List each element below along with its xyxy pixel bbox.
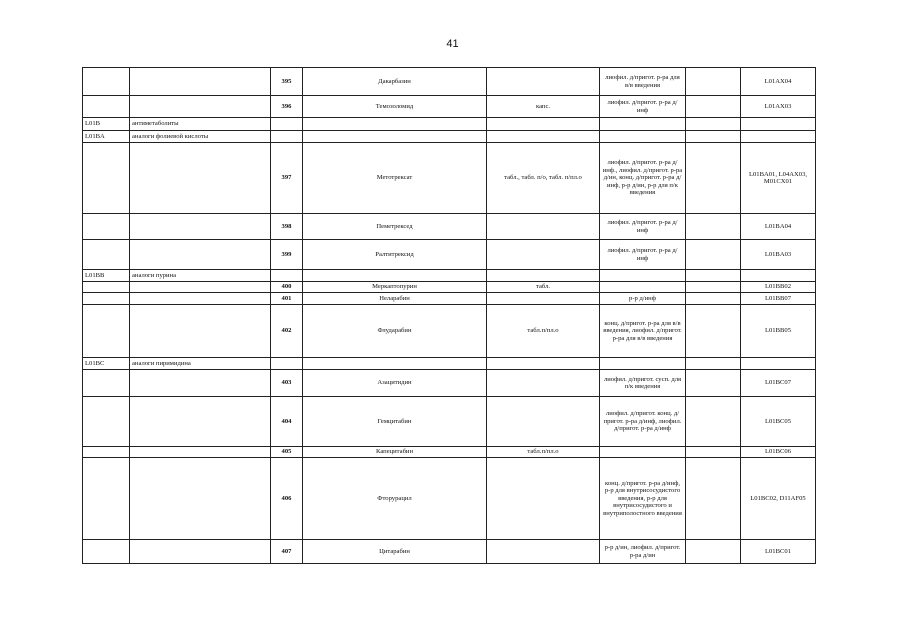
- parenteral-form-cell: [600, 447, 686, 458]
- other-form-cell: [686, 397, 741, 447]
- table-row: [83, 293, 816, 305]
- atc-code-cell: [741, 358, 816, 370]
- atc-code-cell: L01BB07: [741, 293, 816, 305]
- oral-form-cell: табл., табл. п/о, табл. п/пл.о: [487, 143, 600, 214]
- group-name-cell: [130, 397, 271, 447]
- table-row: [83, 118, 816, 131]
- oral-form-cell: табл.: [487, 282, 600, 293]
- table-row: [83, 143, 816, 214]
- atc-code-cell: [741, 131, 816, 143]
- atc-code-cell: L01BC01: [741, 540, 816, 564]
- table-row: [83, 131, 816, 143]
- other-form-cell: [686, 447, 741, 458]
- page-number: 41: [446, 38, 459, 50]
- group-name-cell: [130, 458, 271, 540]
- oral-form-cell: [487, 118, 600, 131]
- parenteral-form-cell: лиофил. д/пригот. сусп. для п/к введения: [600, 370, 686, 397]
- group-name-cell: аналоги фолиевой кислоты: [130, 131, 271, 143]
- table-row: [83, 240, 816, 270]
- drug-name-cell: Гемцитабин: [303, 397, 487, 447]
- drug-name-cell: Пеметрексед: [303, 214, 487, 240]
- other-form-cell: [686, 68, 741, 96]
- table-row: [83, 96, 816, 118]
- atc-group-code-cell: [83, 143, 130, 214]
- group-name-cell: [130, 540, 271, 564]
- parenteral-form-cell: [600, 131, 686, 143]
- other-form-cell: [686, 214, 741, 240]
- drug-name-cell: [303, 118, 487, 131]
- atc-code-cell: L01BC06: [741, 447, 816, 458]
- group-name-cell: [130, 240, 271, 270]
- table-row: [83, 68, 816, 96]
- table-row: [83, 397, 816, 447]
- item-number-cell: 404: [271, 397, 303, 447]
- item-number-cell: [271, 131, 303, 143]
- atc-group-code-cell: [83, 282, 130, 293]
- other-form-cell: [686, 282, 741, 293]
- atc-code-cell: [741, 118, 816, 131]
- parenteral-form-cell: лиофил. д/пригот. р-ра д/инф: [600, 214, 686, 240]
- table-row: [83, 270, 816, 282]
- atc-group-code-cell: [83, 96, 130, 118]
- atc-code-cell: [741, 270, 816, 282]
- group-name-cell: аналоги пиримидина: [130, 358, 271, 370]
- drug-name-cell: Капецитабин: [303, 447, 487, 458]
- oral-form-cell: табл.п/пл.о: [487, 447, 600, 458]
- table-row: [83, 282, 816, 293]
- group-name-cell: [130, 282, 271, 293]
- atc-group-code-cell: [83, 458, 130, 540]
- group-name-cell: [130, 214, 271, 240]
- oral-form-cell: [487, 270, 600, 282]
- item-number-cell: 406: [271, 458, 303, 540]
- other-form-cell: [686, 458, 741, 540]
- table-row: [83, 214, 816, 240]
- item-number-cell: [271, 358, 303, 370]
- oral-form-cell: [487, 458, 600, 540]
- item-number-cell: 398: [271, 214, 303, 240]
- oral-form-cell: [487, 370, 600, 397]
- group-name-cell: антиметаболиты: [130, 118, 271, 131]
- group-name-cell: [130, 96, 271, 118]
- item-number-cell: 400: [271, 282, 303, 293]
- atc-group-code-cell: [83, 68, 130, 96]
- atc-code-cell: L01AX04: [741, 68, 816, 96]
- parenteral-form-cell: конц. д/пригот. р-ра для в/в введения, лиофил. д/пригот. р-ра для в/в введения: [600, 305, 686, 358]
- table-row: [83, 540, 816, 564]
- atc-group-code-cell: L01BB: [83, 270, 130, 282]
- atc-code-cell: L01BA01, L04AX03, M01CX01: [741, 143, 816, 214]
- item-number-cell: 403: [271, 370, 303, 397]
- parenteral-form-cell: конц. д/пригот. р-ра д/инф, р-р для внутрисосудистого введения, р-р для внутрисосудистого и внутриполостного введения: [600, 458, 686, 540]
- other-form-cell: [686, 293, 741, 305]
- item-number-cell: 395: [271, 68, 303, 96]
- drug-name-cell: Цитарабин: [303, 540, 487, 564]
- item-number-cell: 399: [271, 240, 303, 270]
- oral-form-cell: капс.: [487, 96, 600, 118]
- parenteral-form-cell: лиофил. д/пригот. р-ра д/инф: [600, 240, 686, 270]
- drug-name-cell: Ралтитрексид: [303, 240, 487, 270]
- parenteral-form-cell: [600, 118, 686, 131]
- drug-name-cell: Меркаптопурин: [303, 282, 487, 293]
- group-name-cell: аналоги пурина: [130, 270, 271, 282]
- parenteral-form-cell: лиофил. д/пригот. конц. д/пригот. р-ра д/инф, лиофил. д/пригот. р-ра д/инф: [600, 397, 686, 447]
- oral-form-cell: [487, 540, 600, 564]
- item-number-cell: [271, 270, 303, 282]
- group-name-cell: [130, 447, 271, 458]
- other-form-cell: [686, 540, 741, 564]
- parenteral-form-cell: [600, 282, 686, 293]
- atc-group-code-cell: [83, 240, 130, 270]
- table-body: [83, 68, 816, 564]
- oral-form-cell: [487, 293, 600, 305]
- other-form-cell: [686, 143, 741, 214]
- group-name-cell: [130, 143, 271, 214]
- drug-name-cell: Азацитидин: [303, 370, 487, 397]
- drug-name-cell: Фторурацил: [303, 458, 487, 540]
- atc-group-code-cell: [83, 214, 130, 240]
- atc-code-cell: L01BA03: [741, 240, 816, 270]
- oral-form-cell: [487, 397, 600, 447]
- atc-group-code-cell: [83, 397, 130, 447]
- table-row: [83, 358, 816, 370]
- group-name-cell: [130, 68, 271, 96]
- atc-code-cell: L01BC02, D11AF05: [741, 458, 816, 540]
- oral-form-cell: [487, 358, 600, 370]
- item-number-cell: 397: [271, 143, 303, 214]
- parenteral-form-cell: лиофил. д/пригот. р-ра для в/в введения: [600, 68, 686, 96]
- table-row: [83, 370, 816, 397]
- item-number-cell: [271, 118, 303, 131]
- other-form-cell: [686, 240, 741, 270]
- drug-table: [82, 67, 816, 564]
- parenteral-form-cell: лиофил. д/пригот. р-ра д/инф: [600, 96, 686, 118]
- atc-group-code-cell: L01B: [83, 118, 130, 131]
- parenteral-form-cell: р-р д/инф: [600, 293, 686, 305]
- atc-group-code-cell: [83, 540, 130, 564]
- atc-group-code-cell: L01BA: [83, 131, 130, 143]
- atc-code-cell: L01BB02: [741, 282, 816, 293]
- group-name-cell: [130, 293, 271, 305]
- atc-code-cell: L01BC07: [741, 370, 816, 397]
- parenteral-form-cell: лиофил. д/пригот. р-ра д/инф., лиофил. д/пригот. р-ра д/ин, конц. д/пригот. р-ра д/инф, р-р д/ин, р-р для п/к введения: [600, 143, 686, 214]
- other-form-cell: [686, 370, 741, 397]
- atc-group-code-cell: [83, 293, 130, 305]
- atc-code-cell: L01BA04: [741, 214, 816, 240]
- oral-form-cell: [487, 68, 600, 96]
- atc-group-code-cell: [83, 305, 130, 358]
- atc-code-cell: L01BB05: [741, 305, 816, 358]
- oral-form-cell: [487, 131, 600, 143]
- other-form-cell: [686, 305, 741, 358]
- other-form-cell: [686, 358, 741, 370]
- other-form-cell: [686, 96, 741, 118]
- other-form-cell: [686, 270, 741, 282]
- oral-form-cell: [487, 240, 600, 270]
- table-row: [83, 305, 816, 358]
- oral-form-cell: табл.п/пл.о: [487, 305, 600, 358]
- drug-name-cell: Темозоломид: [303, 96, 487, 118]
- group-name-cell: [130, 370, 271, 397]
- item-number-cell: 401: [271, 293, 303, 305]
- item-number-cell: 396: [271, 96, 303, 118]
- drug-name-cell: [303, 358, 487, 370]
- table-row: [83, 458, 816, 540]
- item-number-cell: 405: [271, 447, 303, 458]
- parenteral-form-cell: р-р д/ин, лиофил. д/пригот. р-ра д/ин: [600, 540, 686, 564]
- parenteral-form-cell: [600, 358, 686, 370]
- atc-code-cell: L01AX03: [741, 96, 816, 118]
- group-name-cell: [130, 305, 271, 358]
- other-form-cell: [686, 118, 741, 131]
- parenteral-form-cell: [600, 270, 686, 282]
- drug-name-cell: [303, 270, 487, 282]
- drug-name-cell: Неларабин: [303, 293, 487, 305]
- table-row: [83, 447, 816, 458]
- atc-group-code-cell: [83, 447, 130, 458]
- item-number-cell: 407: [271, 540, 303, 564]
- drug-name-cell: [303, 131, 487, 143]
- item-number-cell: 402: [271, 305, 303, 358]
- oral-form-cell: [487, 214, 600, 240]
- drug-name-cell: Метотрексат: [303, 143, 487, 214]
- atc-group-code-cell: L01BC: [83, 358, 130, 370]
- drug-name-cell: Флударабин: [303, 305, 487, 358]
- atc-code-cell: L01BC05: [741, 397, 816, 447]
- other-form-cell: [686, 131, 741, 143]
- atc-group-code-cell: [83, 370, 130, 397]
- drug-name-cell: Дакарбазин: [303, 68, 487, 96]
